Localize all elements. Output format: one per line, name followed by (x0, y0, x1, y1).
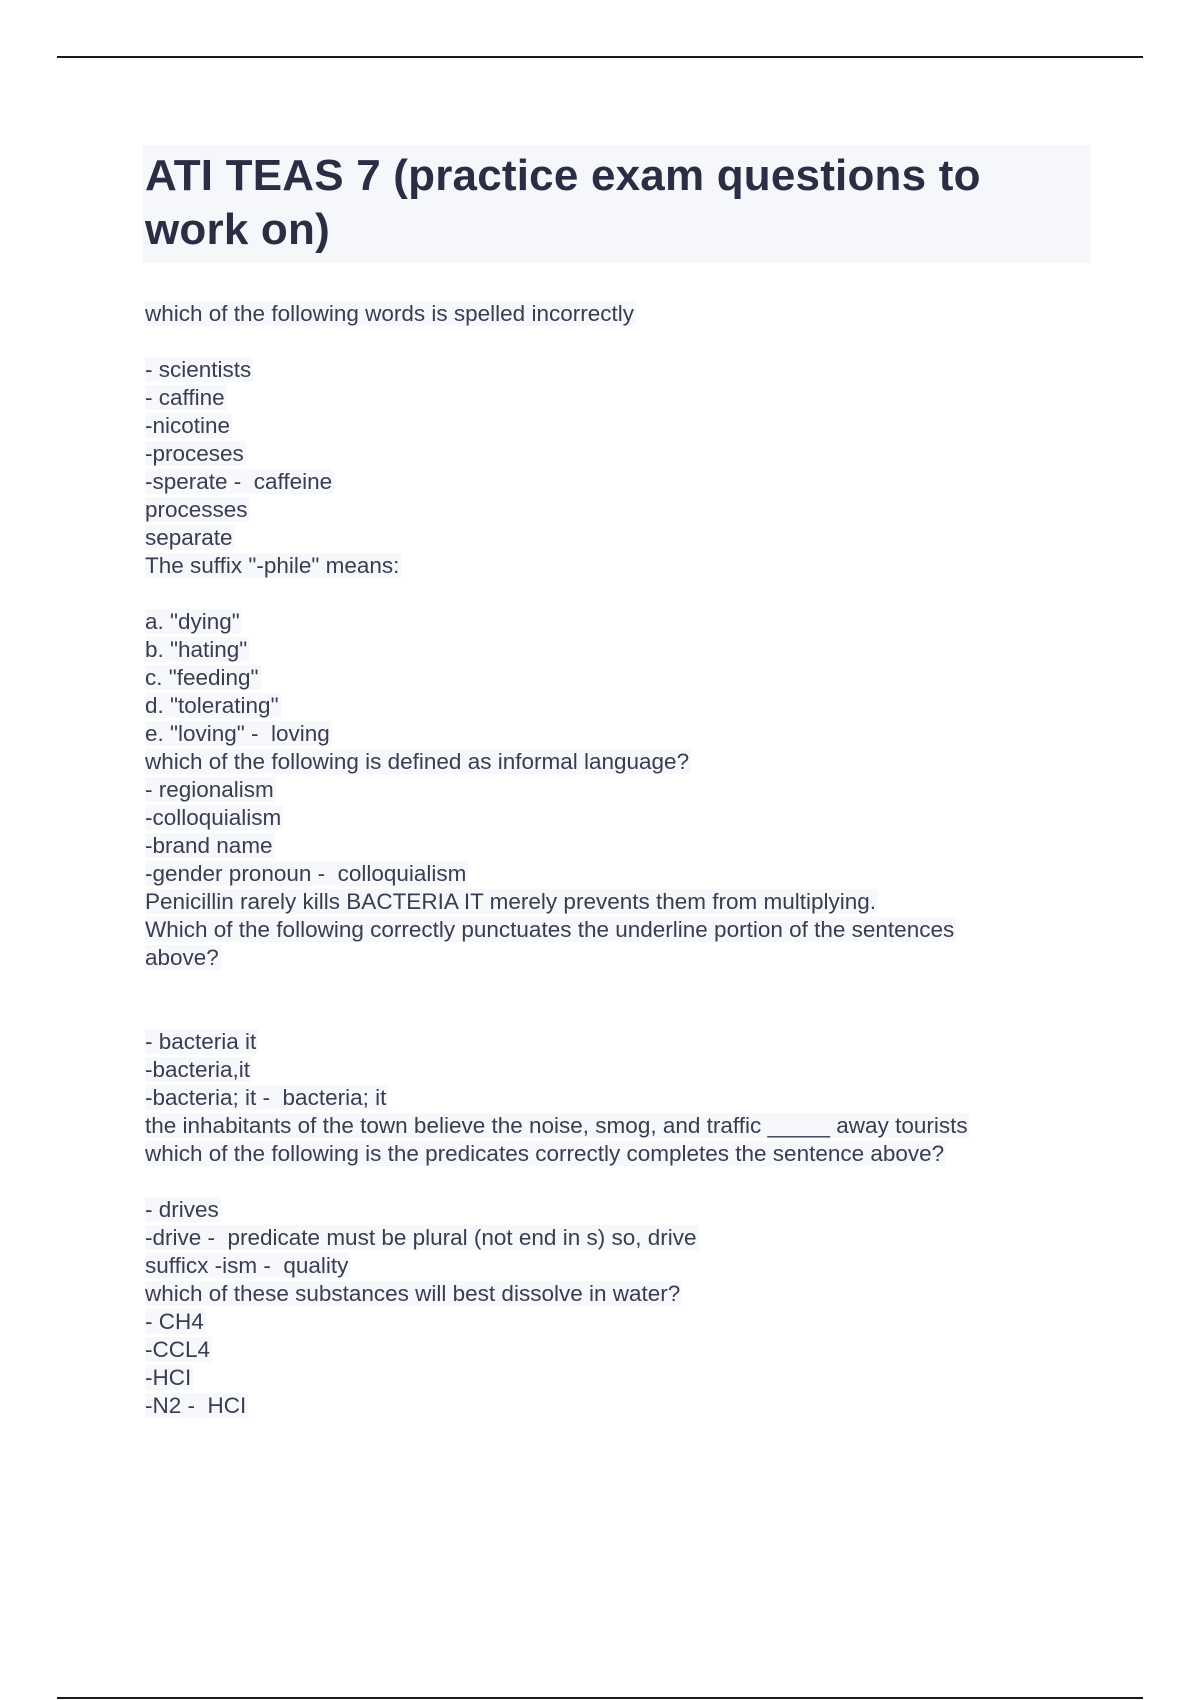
blank-line (145, 328, 1045, 356)
text-line (145, 916, 1045, 944)
text-line-content: - CH4 (145, 1309, 204, 1334)
text-line-content: -bacteria,it (145, 1057, 251, 1082)
blank-line (145, 1000, 1045, 1028)
blank-line (145, 580, 1045, 608)
text-line-content: -proceses (145, 441, 244, 466)
text-line (145, 888, 1045, 916)
blank-line (145, 972, 1045, 1000)
text-line-content: which of the following is defined as informal language? (145, 749, 690, 774)
text-line (145, 440, 1045, 468)
text-line-content: d. "tolerating" (145, 693, 279, 718)
text-line (145, 496, 1045, 524)
text-line-content: -sperate - caffeine (145, 469, 333, 494)
text-line (145, 1140, 1045, 1168)
text-line-content: -nicotine (145, 413, 231, 438)
text-line-content: -bacteria; it - bacteria; it (145, 1085, 387, 1110)
text-line (145, 1084, 1045, 1112)
text-line-content: b. "hating" (145, 637, 248, 662)
title-block (143, 145, 1091, 263)
text-line-content: - drives (145, 1197, 219, 1222)
text-line-content: Which of the following correctly punctuates the underline portion of the sentences (145, 917, 955, 942)
page-title (143, 145, 1091, 263)
text-line (145, 300, 1045, 328)
text-line (145, 1280, 1045, 1308)
text-line-content: above? (145, 945, 219, 970)
text-line (145, 608, 1045, 636)
text-line (145, 1196, 1045, 1224)
text-line-content: separate (145, 525, 233, 550)
text-line (145, 860, 1045, 888)
text-line (145, 944, 1045, 972)
text-line (145, 748, 1045, 776)
blank-line (145, 1168, 1045, 1196)
text-line (145, 412, 1045, 440)
text-line (145, 1336, 1045, 1364)
text-line-content: processes (145, 497, 248, 522)
text-line (145, 720, 1045, 748)
text-line (145, 1364, 1045, 1392)
text-line-content: - caffine (145, 385, 225, 410)
text-line (145, 636, 1045, 664)
text-line (145, 552, 1045, 580)
text-line (145, 804, 1045, 832)
text-line-content: - scientists (145, 357, 252, 382)
text-line-content: -CCL4 (145, 1337, 211, 1362)
text-line (145, 1308, 1045, 1336)
text-line (145, 524, 1045, 552)
text-line (145, 1392, 1045, 1420)
text-line-content: The suffix "-phile" means: (145, 553, 400, 578)
document-body (145, 300, 1045, 1420)
text-line (145, 1224, 1045, 1252)
text-line-content: c. "feeding" (145, 665, 259, 690)
page-title-line-2: work on) (145, 205, 330, 254)
text-line (145, 776, 1045, 804)
text-line (145, 664, 1045, 692)
text-line-content: -drive - predicate must be plural (not end in s) so, drive (145, 1225, 697, 1250)
text-line-content: - bacteria it (145, 1029, 257, 1054)
text-line-content: the inhabitants of the town believe the noise, smog, and traffic _____ away tourists (145, 1113, 968, 1138)
top-rule (57, 56, 1143, 58)
text-line-content: -N2 - HCI (145, 1393, 247, 1418)
text-line (145, 692, 1045, 720)
text-line-content: - regionalism (145, 777, 274, 802)
text-line-content: which of the following is the predicates correctly completes the sentence above? (145, 1141, 945, 1166)
text-line-content: a. "dying" (145, 609, 240, 634)
text-line-content: -brand name (145, 833, 273, 858)
text-line (145, 1112, 1045, 1140)
text-line (145, 1056, 1045, 1084)
text-line-content: -gender pronoun - colloquialism (145, 861, 467, 886)
text-line-content: -colloquialism (145, 805, 282, 830)
text-line-content: which of these substances will best dissolve in water? (145, 1281, 681, 1306)
bottom-rule (57, 1697, 1143, 1699)
text-line-content: -HCI (145, 1365, 192, 1390)
text-line-content: e. "loving" - loving (145, 721, 330, 746)
text-line (145, 1252, 1045, 1280)
text-line (145, 384, 1045, 412)
text-line (145, 468, 1045, 496)
text-line (145, 1028, 1045, 1056)
text-line-content: sufficx -ism - quality (145, 1253, 349, 1278)
page-title-line-1: ATI TEAS 7 (practice exam questions to (145, 151, 981, 200)
text-line (145, 832, 1045, 860)
text-line-content: which of the following words is spelled incorrectly (145, 301, 634, 326)
text-line-content: Penicillin rarely kills BACTERIA IT merely prevents them from multiplying. (145, 889, 877, 914)
text-line (145, 356, 1045, 384)
